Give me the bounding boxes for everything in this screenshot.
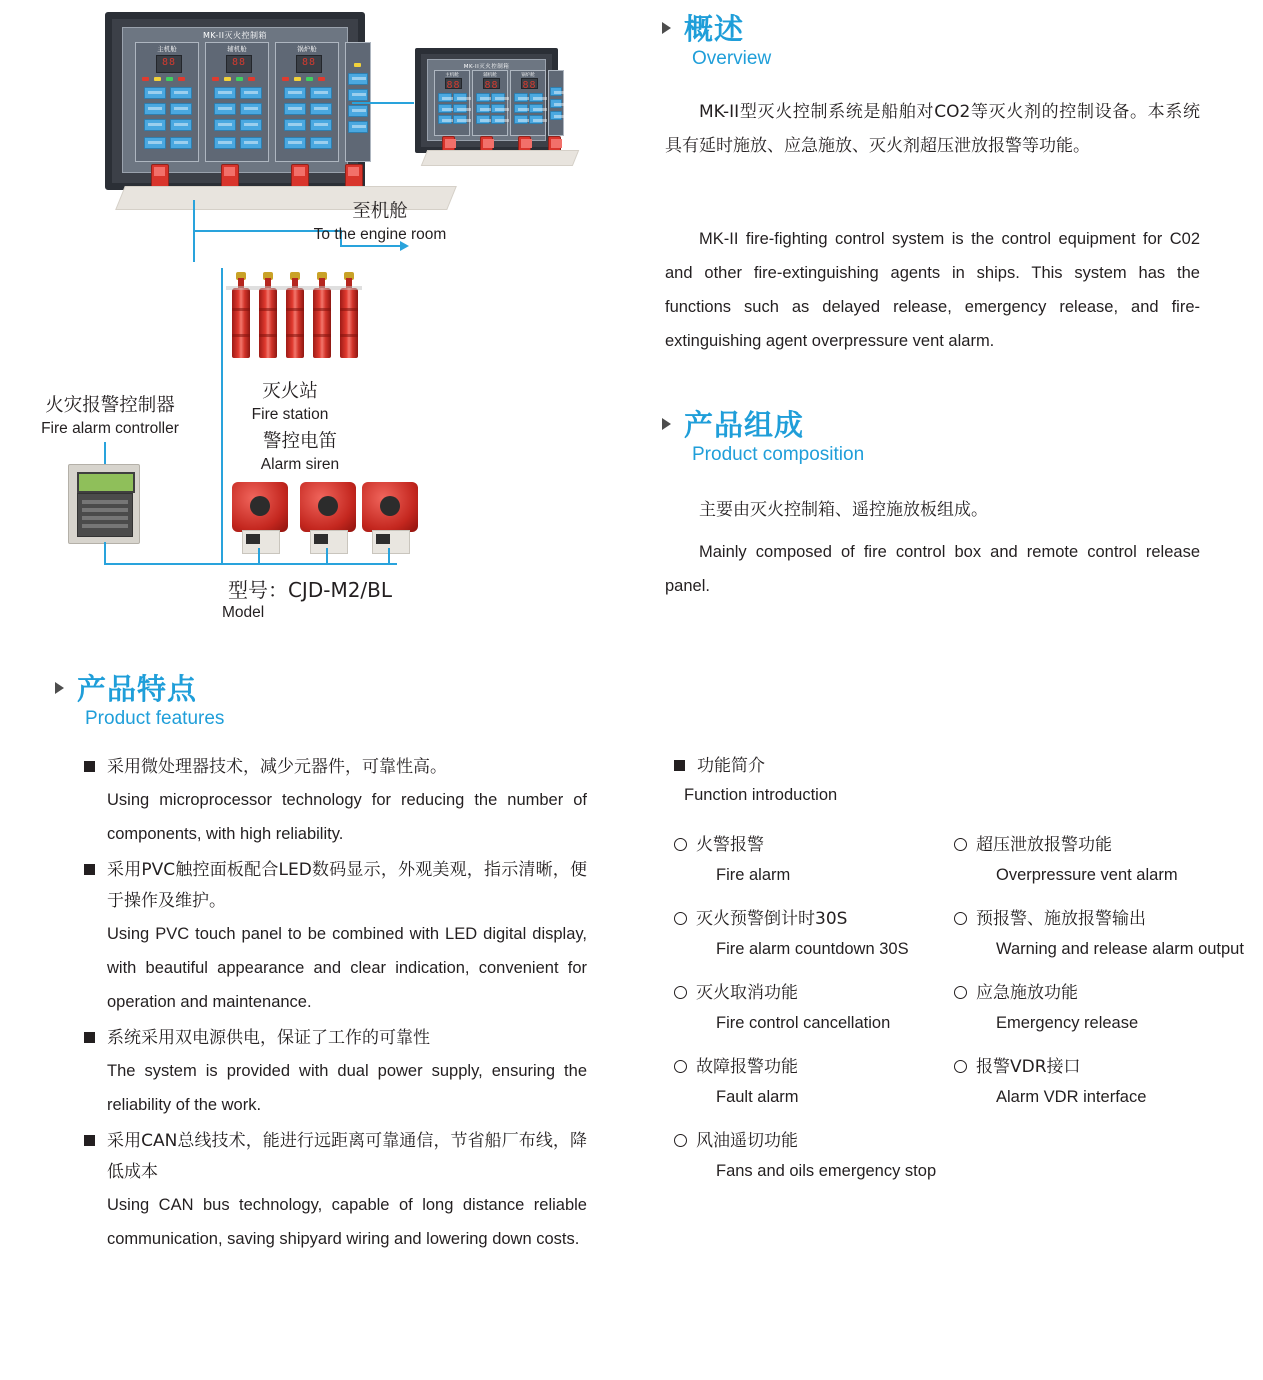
function-item	[672, 904, 972, 965]
circle-bullet-icon	[954, 838, 967, 851]
connector-line	[340, 245, 402, 247]
function-text-cn: 报警VDR接口	[976, 1057, 1081, 1077]
functions-title-en: Function introduction	[684, 786, 838, 804]
function-text-cn: 火警报警	[696, 835, 764, 855]
led-indicator	[354, 63, 361, 67]
feature-text-en: Using microprocessor technology for reducing the number of components, with high reliability.	[107, 791, 587, 843]
square-bullet-icon	[84, 1032, 95, 1043]
feature-text-en: Using CAN bus technology, capable of long distance reliable communication, saving shipyard wiring and lowering down costs.	[107, 1196, 587, 1248]
overview-body-en: MK-II fire-fighting control system is the control equipment for C02 and other fire-extinguishing agents in ships. This system has the functions such as delayed release, emergency release, and fire-extinguishing agent overpressure vent alarm.	[665, 230, 1200, 350]
function-item	[672, 1052, 972, 1113]
function-item	[952, 904, 1262, 965]
control-panel-large	[105, 12, 365, 190]
feature-item	[82, 1126, 587, 1256]
connector-line	[221, 563, 397, 565]
led-indicator	[282, 77, 289, 81]
square-bullet-icon	[84, 864, 95, 875]
circle-bullet-icon	[954, 986, 967, 999]
led-indicator	[154, 77, 161, 81]
panel-column-3-title: 锅炉舱	[297, 45, 317, 53]
panel-button[interactable]	[284, 137, 306, 149]
co2-cylinder	[286, 272, 304, 358]
feature-item	[82, 855, 587, 1019]
functions-title-cn: 功能简介	[697, 756, 765, 776]
panel-small-column-3	[510, 70, 546, 136]
alarm-siren	[232, 482, 288, 554]
function-text-en: Alarm VDR interface	[996, 1088, 1147, 1106]
panel-button[interactable]	[491, 115, 505, 124]
function-item	[952, 1052, 1262, 1113]
overview-title-en: Overview	[692, 48, 772, 69]
panel-button[interactable]	[529, 104, 543, 113]
seg-display	[521, 78, 538, 89]
function-item	[672, 978, 972, 1039]
function-text-en: Fire alarm	[716, 866, 791, 884]
triangle-bullet-icon	[55, 682, 64, 694]
led-indicator	[178, 77, 185, 81]
function-item	[672, 1126, 972, 1187]
panel-button[interactable]	[529, 93, 543, 102]
label-fire-alarm-controller: 火灾报警控制器 Fire alarm controller	[41, 395, 179, 437]
led-indicator	[142, 77, 149, 81]
panel-small-column-1-title: 主机舱	[445, 73, 459, 78]
triangle-bullet-icon	[662, 418, 671, 430]
panel-button[interactable]	[438, 93, 452, 102]
panel-button[interactable]	[170, 103, 192, 115]
alarm-siren	[300, 482, 356, 554]
panel-button[interactable]	[514, 93, 528, 102]
panel-button[interactable]	[453, 115, 467, 124]
panel-button[interactable]	[170, 119, 192, 131]
feature-text-cn: 采用CAN总线技术，能进行远距离可靠通信，节省船厂布线，降低成本	[107, 1131, 587, 1182]
function-item	[952, 978, 1262, 1039]
seg-display	[156, 55, 182, 73]
panel-button[interactable]	[514, 115, 528, 124]
function-text-cn: 预报警、施放报警输出	[976, 909, 1146, 929]
panel-button[interactable]	[348, 121, 368, 133]
circle-bullet-icon	[674, 838, 687, 851]
feature-text-cn: 系统采用双电源供电，保证了工作的可靠性	[107, 1028, 430, 1048]
label-fire-station: 灭火站 Fire station	[251, 381, 329, 423]
cylinder-rack-bar	[226, 286, 362, 290]
connector-line	[388, 548, 390, 564]
circle-bullet-icon	[674, 1060, 687, 1073]
functions-right-column	[952, 830, 1262, 1113]
feature-text-cn: 采用微处理器技术，减少元器件，可靠性高。	[107, 757, 447, 777]
composition-title-cn: 产品组成	[684, 408, 805, 442]
connector-line	[352, 102, 414, 104]
led-indicator	[212, 77, 219, 81]
circle-bullet-icon	[674, 1134, 687, 1147]
control-panel-large-title: MK-II灭火控制箱	[203, 31, 267, 40]
square-bullet-icon	[674, 760, 685, 771]
led-indicator	[294, 77, 301, 81]
connector-line	[104, 563, 222, 565]
panel-column-2	[205, 42, 269, 162]
features-heading	[55, 672, 224, 732]
connector-line	[104, 542, 106, 564]
panel-button[interactable]	[491, 104, 505, 113]
label-model: 型号：CJD-M2/BL Model	[222, 578, 393, 621]
panel-small-column-2	[472, 70, 508, 136]
control-panel-small-title: MK-II灭火控制箱	[463, 64, 510, 70]
led-indicator	[166, 77, 173, 81]
panel-button[interactable]	[476, 104, 490, 113]
led-indicator	[318, 77, 325, 81]
function-item	[952, 830, 1262, 891]
functions-left-column	[672, 830, 972, 1187]
panel-button[interactable]	[438, 115, 452, 124]
circle-bullet-icon	[954, 1060, 967, 1073]
co2-cylinder	[313, 272, 331, 358]
led-indicator	[236, 77, 243, 81]
controller-keypad	[77, 493, 133, 537]
function-text-en: Fans and oils emergency stop	[716, 1162, 937, 1180]
feature-item	[82, 1023, 587, 1122]
panel-button[interactable]	[514, 104, 528, 113]
connector-line	[326, 548, 328, 564]
function-text-cn: 灭火取消功能	[696, 983, 798, 1003]
panel-button[interactable]	[550, 99, 562, 108]
control-panel-small	[415, 48, 558, 153]
features-title-cn: 产品特点	[77, 672, 198, 706]
overview-title-cn: 概述	[684, 12, 745, 46]
panel-button[interactable]	[144, 119, 166, 131]
panel-button[interactable]	[214, 137, 236, 149]
feature-text-en: Using PVC touch panel to be combined with LED digital display, with beautiful appearance and clear indication, convenient for operation and maintenance.	[107, 925, 587, 1011]
panel-button[interactable]	[550, 87, 562, 96]
composition-heading	[662, 408, 864, 468]
function-text-cn: 故障报警功能	[696, 1057, 798, 1077]
panel-column-1-title: 主机舱	[157, 45, 177, 53]
panel-button[interactable]	[310, 87, 332, 99]
function-text-en: Overpressure vent alarm	[996, 866, 1178, 884]
panel-button[interactable]	[310, 103, 332, 115]
control-panel-small-stand	[421, 150, 579, 166]
feature-text-cn: 采用PVC触控面板配合LED数码显示，外观美观，指示清晰，便于操作及维护。	[107, 860, 587, 911]
seg-display	[445, 78, 462, 89]
panel-button[interactable]	[310, 137, 332, 149]
square-bullet-icon	[84, 1135, 95, 1146]
composition-body-cn: 主要由灭火控制箱、遥控施放板组成。	[699, 500, 988, 520]
panel-button[interactable]	[284, 119, 306, 131]
function-text-cn: 超压泄放报警功能	[976, 835, 1112, 855]
panel-button[interactable]	[310, 119, 332, 131]
panel-button[interactable]	[240, 119, 262, 131]
circle-bullet-icon	[674, 912, 687, 925]
function-item	[672, 830, 972, 891]
controller-screen	[77, 472, 135, 493]
panel-column-2-title: 辅机舱	[227, 45, 247, 53]
panel-button[interactable]	[550, 111, 562, 120]
panel-button[interactable]	[214, 103, 236, 115]
panel-button[interactable]	[170, 137, 192, 149]
panel-button[interactable]	[348, 73, 368, 85]
composition-title-en: Product composition	[692, 444, 865, 465]
panel-button[interactable]	[529, 115, 543, 124]
panel-small-column-2-title: 辅机舱	[483, 73, 497, 78]
panel-button[interactable]	[214, 119, 236, 131]
panel-button[interactable]	[240, 137, 262, 149]
panel-button[interactable]	[284, 87, 306, 99]
functions-block	[672, 752, 1252, 810]
square-bullet-icon	[84, 761, 95, 772]
overview-heading	[662, 12, 771, 72]
circle-bullet-icon	[954, 912, 967, 925]
composition-body-en: Mainly composed of fire control box and remote control release panel.	[665, 543, 1200, 595]
panel-button[interactable]	[284, 103, 306, 115]
function-text-cn: 灭火预警倒计时30S	[696, 909, 848, 929]
control-panel-small-face	[427, 59, 546, 141]
function-text-en: Fault alarm	[716, 1088, 799, 1106]
function-text-en: Warning and release alarm output	[996, 940, 1244, 958]
panel-button[interactable]	[214, 87, 236, 99]
label-engine-room: 至机舱 To the engine room	[313, 201, 447, 243]
panel-button[interactable]	[438, 104, 452, 113]
features-title-en: Product features	[85, 708, 225, 729]
label-alarm-siren: 警控电笛 Alarm siren	[260, 431, 340, 473]
fire-alarm-controller	[68, 464, 140, 544]
function-text-cn: 应急施放功能	[976, 983, 1078, 1003]
panel-button[interactable]	[453, 104, 467, 113]
features-list	[82, 752, 587, 1260]
control-panel-large-face	[122, 27, 348, 173]
seg-display	[483, 78, 500, 89]
panel-button[interactable]	[144, 137, 166, 149]
feature-item	[82, 752, 587, 851]
function-text-en: Fire alarm countdown 30S	[716, 940, 909, 958]
panel-small-column-status	[548, 70, 564, 136]
panel-button[interactable]	[240, 103, 262, 115]
led-indicator	[306, 77, 313, 81]
led-indicator	[224, 77, 231, 81]
function-text-cn: 风油遥切功能	[696, 1131, 798, 1151]
function-text-en: Emergency release	[996, 1014, 1139, 1032]
connector-line	[258, 548, 260, 564]
connector-line	[221, 268, 223, 564]
panel-column-1	[135, 42, 199, 162]
panel-button[interactable]	[453, 93, 467, 102]
co2-cylinder	[340, 272, 358, 358]
panel-button[interactable]	[476, 115, 490, 124]
panel-button[interactable]	[144, 87, 166, 99]
seg-display	[226, 55, 252, 73]
co2-cylinder	[232, 272, 250, 358]
panel-button[interactable]	[348, 89, 368, 101]
led-indicator	[248, 77, 255, 81]
feature-text-en: The system is provided with dual power supply, ensuring the reliability of the work.	[107, 1062, 587, 1114]
connector-line	[104, 442, 106, 464]
panel-column-3	[275, 42, 339, 162]
panel-small-column-1	[434, 70, 470, 136]
panel-button[interactable]	[476, 93, 490, 102]
panel-button[interactable]	[170, 87, 192, 99]
circle-bullet-icon	[674, 986, 687, 999]
panel-button[interactable]	[348, 105, 368, 117]
seg-display	[296, 55, 322, 73]
triangle-bullet-icon	[662, 22, 671, 34]
panel-button[interactable]	[491, 93, 505, 102]
panel-small-column-3-title: 锅炉舱	[521, 73, 535, 78]
alarm-siren	[362, 482, 418, 554]
overview-body-cn: MK-II型灭火控制系统是船舶对CO2等灭火剂的控制设备。本系统具有延时施放、应急施放、灭火剂超压泄放报警等功能。	[665, 102, 1200, 156]
function-text-en: Fire control cancellation	[716, 1014, 891, 1032]
co2-cylinder	[259, 272, 277, 358]
panel-button[interactable]	[240, 87, 262, 99]
panel-button[interactable]	[144, 103, 166, 115]
